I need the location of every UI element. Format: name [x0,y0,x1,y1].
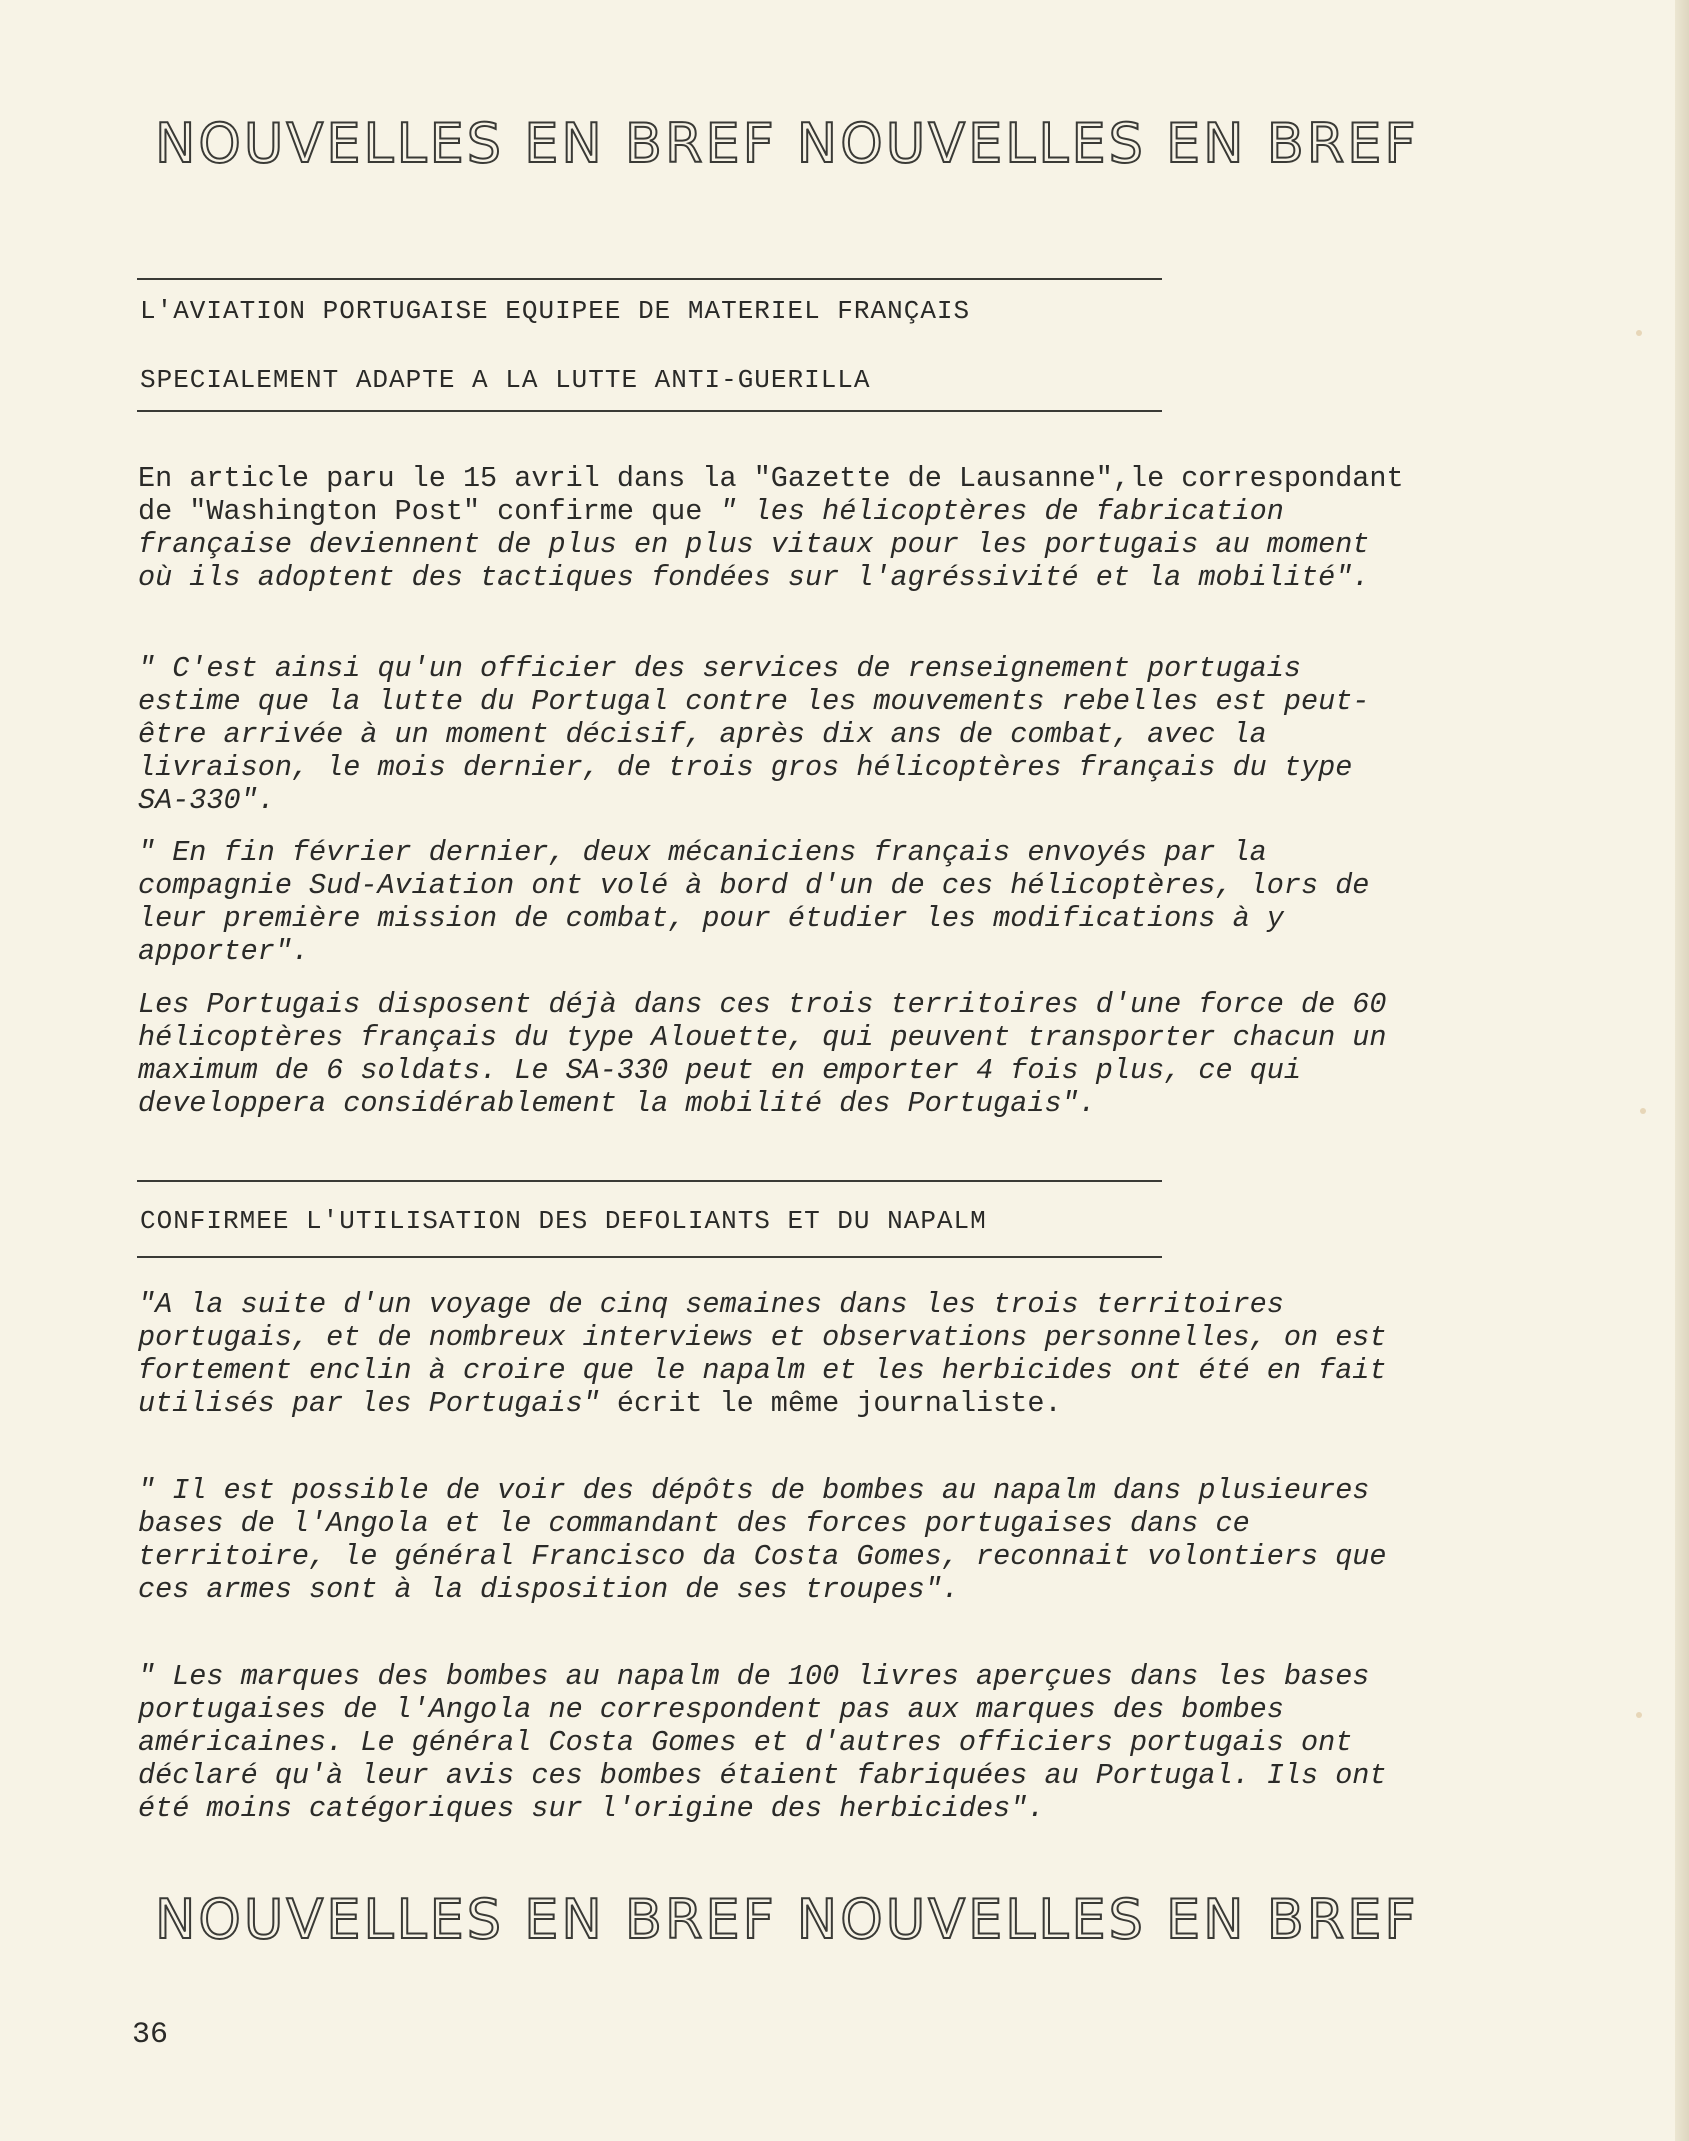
article1-heading-line2: SPECIALEMENT ADAPTE A LA LUTTE ANTI-GUERILLA [140,365,871,395]
article1-paragraph-2: " C'est ainsi qu'un officier des services de renseignement portugais estime que la lutte du Portugal contre les mouvements rebelles est peut-être arrivée à un moment décisif, après dix ans de combat, avec la livraison, le mois dernier, de trois gros hélicoptères français du type SA-330". [138,652,1370,817]
article1-p1-quote: " les hélicoptères de fabrication française deviennent de plus en plus vitaux pour les portugais au moment où ils adoptent des tactiques fondées sur l'agréssivité et la mobilité". [138,495,1370,594]
article1-paragraph-4: Les Portugais disposent déjà dans ces trois territoires d'une force de 60 hélicoptères français du type Alouette, qui peuvent transporter chacun un maximum de 6 soldats. Le SA-330 peut en emporter 4 fois plus, ce qui developpera considérablement la mobilité des Portugais". [138,988,1387,1120]
article2-p1-quote: "A la suite d'un voyage de cinq semaines dans les trois territoires portugais, et de nombreux interviews et observations personnelles, on est fortement enclin à croire que le napalm et les herbicides ont été en fait utilisés par les Portugais" [138,1288,1387,1420]
page-number: 36 [132,2018,169,2052]
article2-p1-tail: écrit le même journaliste. [599,1387,1062,1420]
divider [137,1256,1162,1258]
article1-p1-intro: En article paru le 15 avril dans la "Gazette de Lausanne",le correspondant de "Washington Post" confirme que [138,462,1404,528]
divider [137,1180,1162,1182]
paper-speck [1636,1712,1642,1718]
article2-paragraph-3: " Les marques des bombes au napalm de 100 livres aperçues dans les bases portugaises de l'Angola ne correspondent pas aux marques des bombes américaines. Le général Costa Gomes et d'autres officiers portugais ont déclaré qu'à leur avis ces bombes étaient fabriquées au Portugal. Ils ont été moins catégoriques sur l'origine des herbicides". [138,1660,1387,1825]
article2-paragraph-1 [138,1288,1413,1420]
divider [137,278,1162,280]
paper-speck [1640,1108,1646,1114]
article1-paragraph-1 [138,462,1413,594]
divider [137,410,1162,412]
article1-heading-line1: L'AVIATION PORTUGAISE EQUIPEE DE MATERIEL FRANÇAIS [140,296,971,326]
banner-bottom: NOUVELLES EN BREF NOUVELLES EN BREF [155,1888,1419,1951]
page-edge [1675,0,1689,2141]
article2-heading: CONFIRMEE L'UTILISATION DES DEFOLIANTS ET DU NAPALM [140,1206,987,1236]
article2-paragraph-2: " Il est possible de voir des dépôts de bombes au napalm dans plusieures bases de l'Angola et le commandant des forces portugaises dans ce territoire, le général Francisco da Costa Gomes, reconnait volontiers que ces armes sont à la disposition de ses troupes". [138,1474,1387,1606]
article1-paragraph-3: " En fin février dernier, deux mécaniciens français envoyés par la compagnie Sud-Aviation ont volé à bord d'un de ces hélicoptères, lors de leur première mission de combat, pour étudier les modifications à y apporter". [138,836,1370,968]
banner-top: NOUVELLES EN BREF NOUVELLES EN BREF [155,112,1419,175]
paper-speck [1636,330,1642,336]
